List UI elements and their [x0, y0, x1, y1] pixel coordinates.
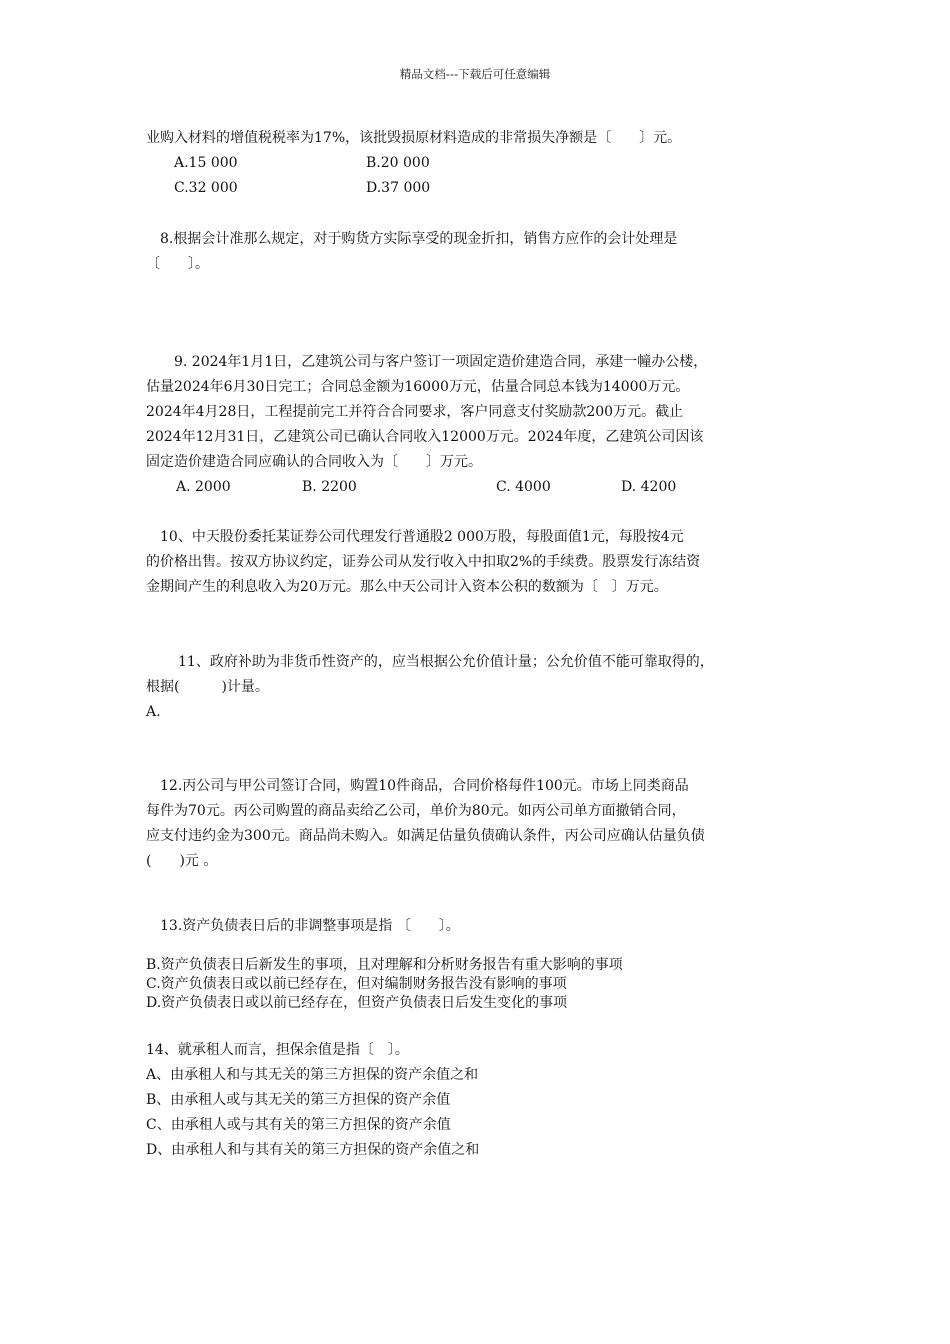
q10-text-line: 的价格出售。按双方协议约定，证券公司从发行收入中扣取2%的手续费。股票发行冻结资	[146, 554, 701, 570]
q9-option-c: C. 4000	[496, 479, 551, 495]
q12-text-line: 12.丙公司与甲公司签订合同，购置10件商品，合同价格每件100元。市场上同类商品	[160, 778, 689, 794]
q9-text-line: 2024年4月28日，工程提前完工并符合合同要求，客户同意支付奖励款200万元。截止	[146, 404, 684, 420]
q9-text-line: 9. 2024年1月1日，乙建筑公司与客户签订一项固定造价建造合同，承建一幢办公楼，	[174, 354, 708, 370]
q14-option-a: A、由承租人和与其无关的第三方担保的资产余值之和	[146, 1067, 479, 1083]
q14-text: 14、就承租人而言，担保余值是指〔 〕。	[146, 1042, 409, 1058]
q9-option-b: B. 2200	[302, 479, 357, 495]
q9-option-a: A. 2000	[176, 479, 231, 495]
q12-text-line: 每件为70元。丙公司购置的商品卖给乙公司，单价为80元。如丙公司单方面撤销合同，	[146, 803, 686, 819]
q11-text-line: 11、政府补助为非货币性资产的，应当根据公允价值计量；公允价值不能可靠取得的，	[178, 654, 714, 670]
q13-option-b: B.资产负债表日后新发生的事项，且对理解和分析财务报告有重大影响的事项	[146, 957, 623, 973]
q7-option-b: B.20 000	[366, 155, 430, 171]
q7-option-a: A.15 000	[174, 155, 238, 171]
q7-option-d: D.37 000	[366, 180, 431, 196]
q11-text-line: 根据( )计量。	[146, 679, 269, 695]
q7-option-c: C.32 000	[174, 180, 238, 196]
q13-option-d: D.资产负债表日或以前已经存在，但资产负债表日后发生变化的事项	[146, 995, 568, 1011]
q9-text-line: 2024年12月31日，乙建筑公司已确认合同收入12000万元。2024年度，乙建筑公司因该	[146, 429, 704, 445]
q10-text-line: 金期间产生的利息收入为20万元。那么中天公司计入资本公积的数额为〔 〕万元。	[146, 579, 668, 595]
q14-option-d: D、由承租人和与其有关的第三方担保的资产余值之和	[146, 1142, 480, 1158]
q12-text-line: ( )元 。	[146, 853, 218, 869]
q13-text: 13.资产负债表日后的非调整事项是指 〔 〕。	[160, 918, 460, 934]
q14-option-b: B、由承租人或与其无关的第三方担保的资产余值	[146, 1092, 451, 1108]
q14-option-c: C、由承租人或与其有关的第三方担保的资产余值	[146, 1117, 451, 1133]
q8-text-line: 〔 〕。	[146, 256, 209, 272]
page-header: 精品文档---下载后可任意编辑	[399, 67, 551, 81]
q9-text-line: 固定造价建造合同应确认的合同收入为〔 〕万元。	[146, 454, 482, 470]
q10-text-line: 10、中天股份委托某证券公司代理发行普通股2 000万股，每股面值1元，每股按4元	[160, 529, 684, 545]
q12-text-line: 应支付违约金为300元。商品尚未购入。如满足估量负债确认条件，丙公司应确认估量负债	[146, 828, 705, 844]
q11-option-a: A.	[146, 704, 161, 720]
q9-text-line: 估量2024年6月30日完工；合同总金额为16000万元，估量合同总本钱为14000万元。	[146, 379, 690, 395]
q13-option-c: C.资产负债表日或以前已经存在，但对编制财务报告没有影响的事项	[146, 976, 567, 992]
q8-text-line: 8.根据会计准那么规定，对于购货方实际享受的现金折扣，销售方应作的会计处理是	[160, 231, 678, 247]
q9-option-d: D. 4200	[621, 479, 677, 495]
q7-text: 业购入材料的增值税税率为17%，该批毁损原材料造成的非常损失净额是〔 〕元。	[146, 130, 682, 146]
